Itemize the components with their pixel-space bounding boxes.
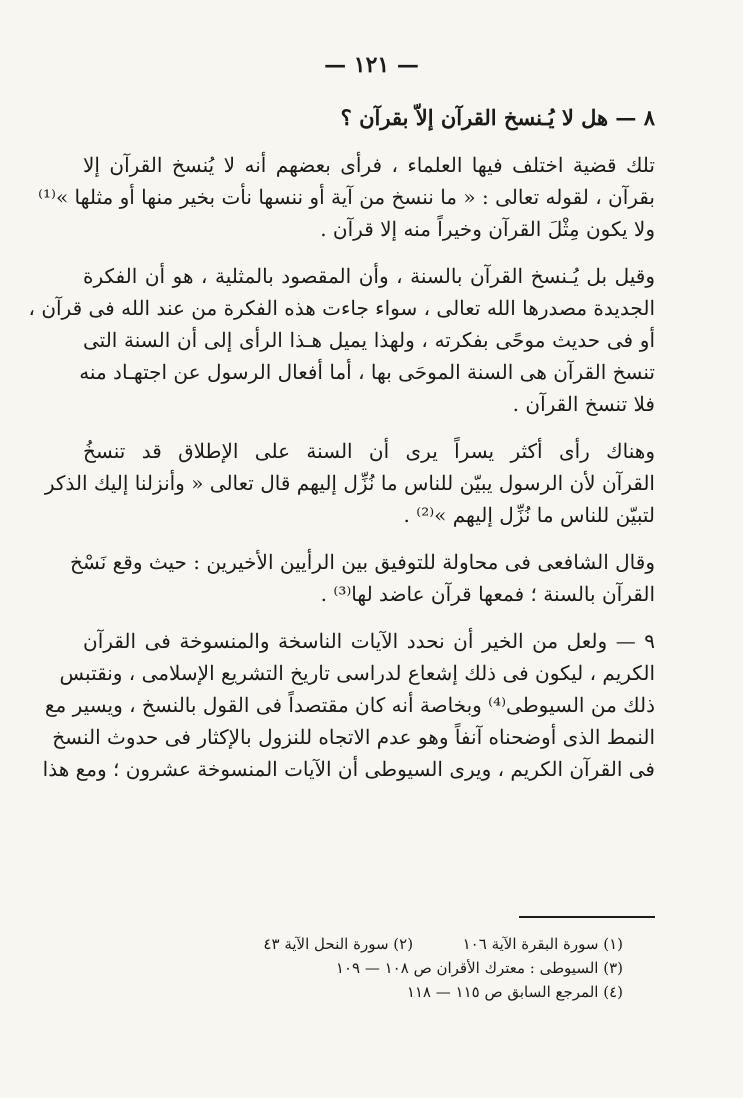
- text-line: ذلك من السيوطى⁽⁴⁾ وبخاصة أنه كان مقتصداً فى القول بالنسخ ، ويسير مع: [44, 693, 655, 717]
- footnote-row: [103, 932, 623, 956]
- text-line: الكريم ، ليكون فى ذلك إشعاع لدراسى تاريخ التشريع الإسلامى ، ونقتبس: [59, 661, 655, 685]
- text-line: القرآن لأن الرسول يبيّن للناس ما نُزِّل إليهم قال تعالى « وأنزلنا إليك الذكر: [44, 471, 655, 495]
- text-line: ولا يكون مِثْلَ القرآن وخيراً منه إلا قرآن .: [320, 217, 655, 241]
- page-number: — ١٢١ —: [324, 52, 419, 78]
- footnote-3: (٣) السيوطى : معترك الأقران ص ١٠٨ — ١٠٩: [335, 959, 623, 977]
- text-line: تلك قضية اختلف فيها العلماء ، فرأى بعضهم أنه لا يُنسخ القرآن إلا: [83, 153, 655, 177]
- text-line: وقال الشافعى فى محاولة للتوفيق بين الرأيين الأخيرين : حيث وقع نَسْخ: [69, 550, 655, 574]
- text-line: ٩ — ولعل من الخير أن نحدد الآيات الناسخة والمنسوخة فى القرآن: [83, 629, 655, 653]
- text-line: وقيل بل يُـنسخ القرآن بالسنة ، وأن المقصود بالمثلية ، هو أن الفكرة: [83, 264, 655, 288]
- footnote-2: (٢) سورة النحل الآية ٤٣: [263, 935, 414, 953]
- text-line: أو فى حديث موحًى بفكرته ، ولهذا يميل هـذا الرأى إلى أن السنة التى: [83, 328, 655, 352]
- text-line: فلا تنسخ القرآن .: [512, 392, 655, 416]
- text-line: بقرآن ، لقوله تعالى : « ما ننسخ من آية أو ننسها نأت بخير منها أو مثلها »⁽¹⁾: [38, 185, 655, 209]
- text-line: الجديدة مصدرها الله تعالى ، سواء جاءت هذه الفكرة من عند الله فى قرآن ،: [28, 296, 655, 320]
- footnote-1: (١) سورة البقرة الآية ١٠٦: [462, 935, 623, 953]
- text-line: القرآن بالسنة ؛ فمعها قرآن عاضد لها⁽³⁾ .: [320, 582, 655, 606]
- text-line: فى القرآن الكريم ، ويرى السيوطى أن الآيات المنسوخة عشرون ؛ ومع هذا: [42, 757, 655, 781]
- footnote-separator: [519, 916, 655, 918]
- text-line: لتبيّن للناس ما نُزِّل إليهم »⁽²⁾ .: [403, 503, 655, 527]
- text-line: النمط الذى أوضحناه آنفاً وهو عدم الاتجاه للنزول بالإكثار فى حدوث النسخ: [52, 725, 655, 749]
- footnotes: [103, 932, 623, 1004]
- section-heading: ٨ — هل لا يُـنسخ القرآن إلاّ بقرآن ؟: [340, 105, 655, 130]
- footnote-4: (٤) المرجع السابق ص ١١٥ — ١١٨: [406, 983, 623, 1001]
- body-text: [28, 102, 655, 785]
- text-line: تنسخ القرآن هى السنة الموحَى بها ، أما أفعال الرسول عن اجتهـاد منه: [79, 360, 655, 384]
- text-line: وهناك رأى أكثر يسراً يرى أن السنة على الإطلاق قد تنسخُ: [83, 439, 655, 463]
